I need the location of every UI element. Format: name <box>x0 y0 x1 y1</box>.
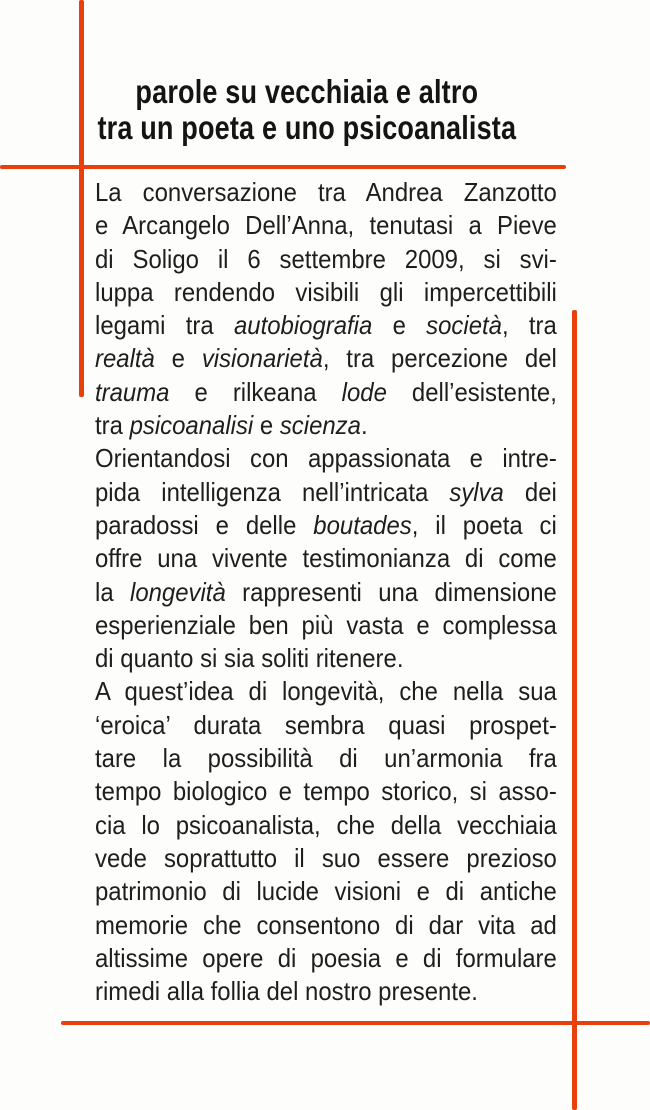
text-line: trauma e rilkeana lode dell’esistente, <box>95 376 557 407</box>
text-line: Orientandosi con appassionata e intre- <box>95 443 557 474</box>
text-line: tempo biologico e tempo storico, si asso- <box>95 776 557 807</box>
text-line: di quanto si sia soliti ritenere. <box>95 643 404 674</box>
text-line: vede soprattutto il suo essere prezioso <box>95 842 557 873</box>
text-line: offre una vivente testimonianza di come <box>95 543 557 574</box>
text-line: patrimonio di lucide visioni e di antiche <box>95 876 557 907</box>
text-line: altissime opere di poesia e di formulare <box>95 942 557 973</box>
text-line: luppa rendendo visibili gli impercettibili <box>95 276 557 307</box>
bottom-rule <box>61 1021 650 1025</box>
text-line: esperienziale ben più vasta e complessa <box>95 609 557 640</box>
text-line: cia lo psicoanalista, che della vecchiaia <box>95 809 557 840</box>
text-line: ‘eroica’ durata sembra quasi prospet- <box>95 709 557 740</box>
text-line: rimedi alla follia del nostro presente. <box>95 976 478 1007</box>
text-line: e Arcangelo Dell’Anna, tenutasi a Pieve <box>95 210 557 241</box>
page-title-line-2: tra un poeta e uno psicoanalista <box>97 109 517 146</box>
text-line: la longevità rappresenti una dimensione <box>95 576 557 607</box>
text-line: realtà e visionarietà, tra percezione del <box>95 343 557 374</box>
text-line: pida intelligenza nell’intricata sylva dei <box>95 476 557 507</box>
text-line: paradossi e delle boutades, il poeta ci <box>95 509 557 540</box>
body-text <box>95 176 557 1008</box>
text-line: A quest’idea di longevità, che nella sua <box>95 676 557 707</box>
text-line: memorie che consentono di dar vita ad <box>95 909 557 940</box>
text-line: tare la possibilità di un’armonia fra <box>95 743 557 774</box>
left-margin-rule <box>79 0 84 397</box>
title-underline-rule <box>0 165 566 169</box>
right-margin-rule <box>572 310 577 1110</box>
paragraph <box>95 176 557 442</box>
text-line: La conversazione tra Andrea Zanzotto <box>95 177 557 207</box>
text-line: di Soligo il 6 settembre 2009, si svi- <box>95 243 557 274</box>
text-line: legami tra autobiografia e società, tra <box>95 310 557 341</box>
page-title <box>76 74 538 146</box>
text-line: tra psicoanalisi e scienza. <box>95 410 368 441</box>
paragraph <box>95 442 557 675</box>
page-title-line-1: parole su vecchiaia e altro <box>135 73 479 110</box>
paragraph <box>95 675 557 1008</box>
